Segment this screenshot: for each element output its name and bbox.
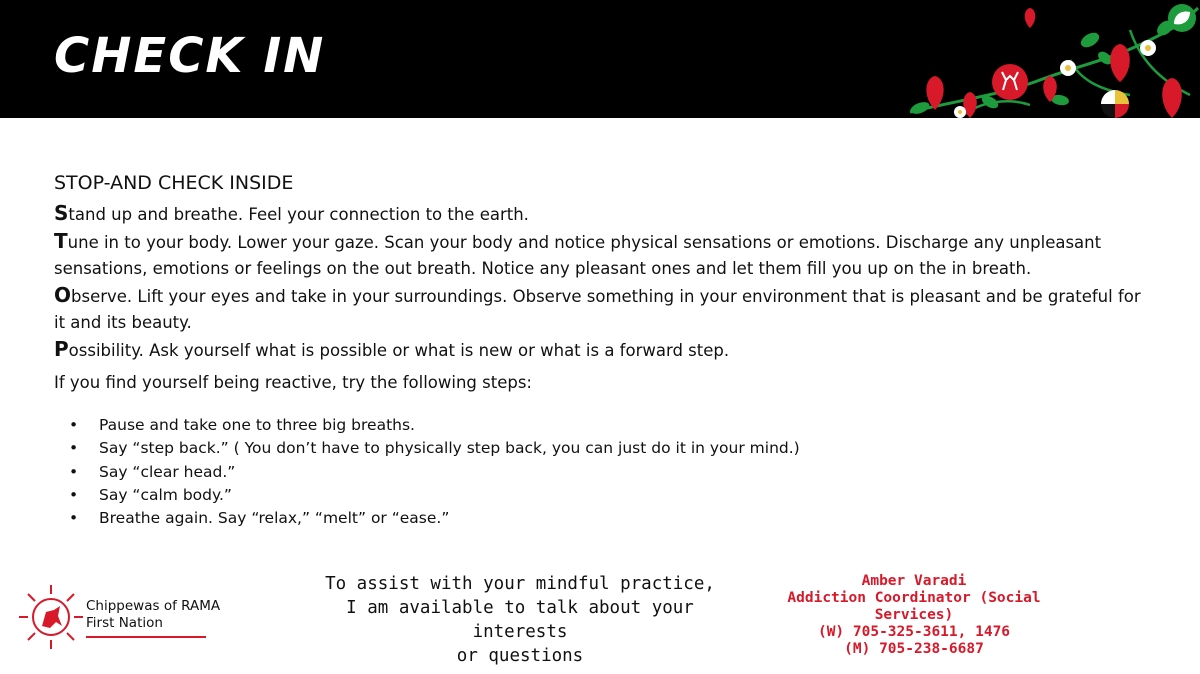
initial-letter: O	[54, 283, 72, 307]
strawberry-vine-decoration	[900, 0, 1200, 118]
message-line-2: I am available to talk about your interests	[346, 598, 694, 642]
item-text: une in to your body. Lower your gaze. Scan your body and notice physical sensations or emotions. Discharge any unpleasant sensations, emotions or feelings on the out breath. Notice any pleasant ones and let them fill you up on the in breath.	[54, 233, 1102, 278]
contact-mobile-phone: (M) 705-238-6687	[844, 641, 984, 657]
section-heading: STOP-AND CHECK INSIDE	[54, 172, 294, 194]
message-line-3: or questions	[456, 646, 584, 666]
item-text: bserve. Lift your eyes and take in your surroundings. Observe something in your environment that is pleasant and be grateful for it and its beauty.	[54, 287, 1141, 332]
stop-item-o	[54, 282, 1154, 336]
stop-item-t	[54, 228, 1154, 282]
list-item: • Say “clear head.”	[69, 461, 1154, 484]
contact-title: Addiction Coordinator (Social Services)	[787, 590, 1041, 623]
stop-item-p	[54, 336, 1154, 364]
steps-list	[54, 414, 1154, 530]
reactive-intro: If you find yourself being reactive, try the following steps:	[54, 373, 532, 392]
initial-letter: S	[54, 201, 69, 225]
organization-name	[86, 598, 220, 632]
support-message	[300, 572, 740, 668]
header-banner	[0, 0, 1200, 118]
initial-letter: T	[54, 229, 68, 253]
list-item: • Say “calm body.”	[69, 484, 1154, 507]
initial-letter: P	[54, 337, 69, 361]
item-text: ossibility. Ask yourself what is possible or what is new or what is a forward step.	[68, 341, 730, 360]
page-title: CHECK IN	[54, 28, 326, 84]
stop-item-s	[54, 200, 1154, 228]
list-item: • Say “step back.” ( You don’t have to physically step back, you can just do it in your mind.)	[69, 437, 1154, 460]
main-content	[54, 172, 1154, 530]
contact-work-phone: (W) 705-325-3611, 1476	[817, 624, 1011, 640]
contact-info	[764, 573, 1064, 658]
logo-line-1: Chippewas of RAMA	[86, 598, 221, 614]
item-text: tand up and breathe. Feel your connection to the earth.	[68, 205, 529, 224]
contact-name: Amber Varadi	[861, 573, 967, 589]
list-item: • Breathe again. Say “relax,” “melt” or “ease.”	[69, 507, 1154, 530]
logo-underline	[86, 636, 206, 638]
list-item: • Pause and take one to three big breaths.	[69, 414, 1154, 437]
logo-line-2: First Nation	[86, 615, 163, 631]
message-line-1: To assist with your mindful practice,	[325, 574, 715, 594]
